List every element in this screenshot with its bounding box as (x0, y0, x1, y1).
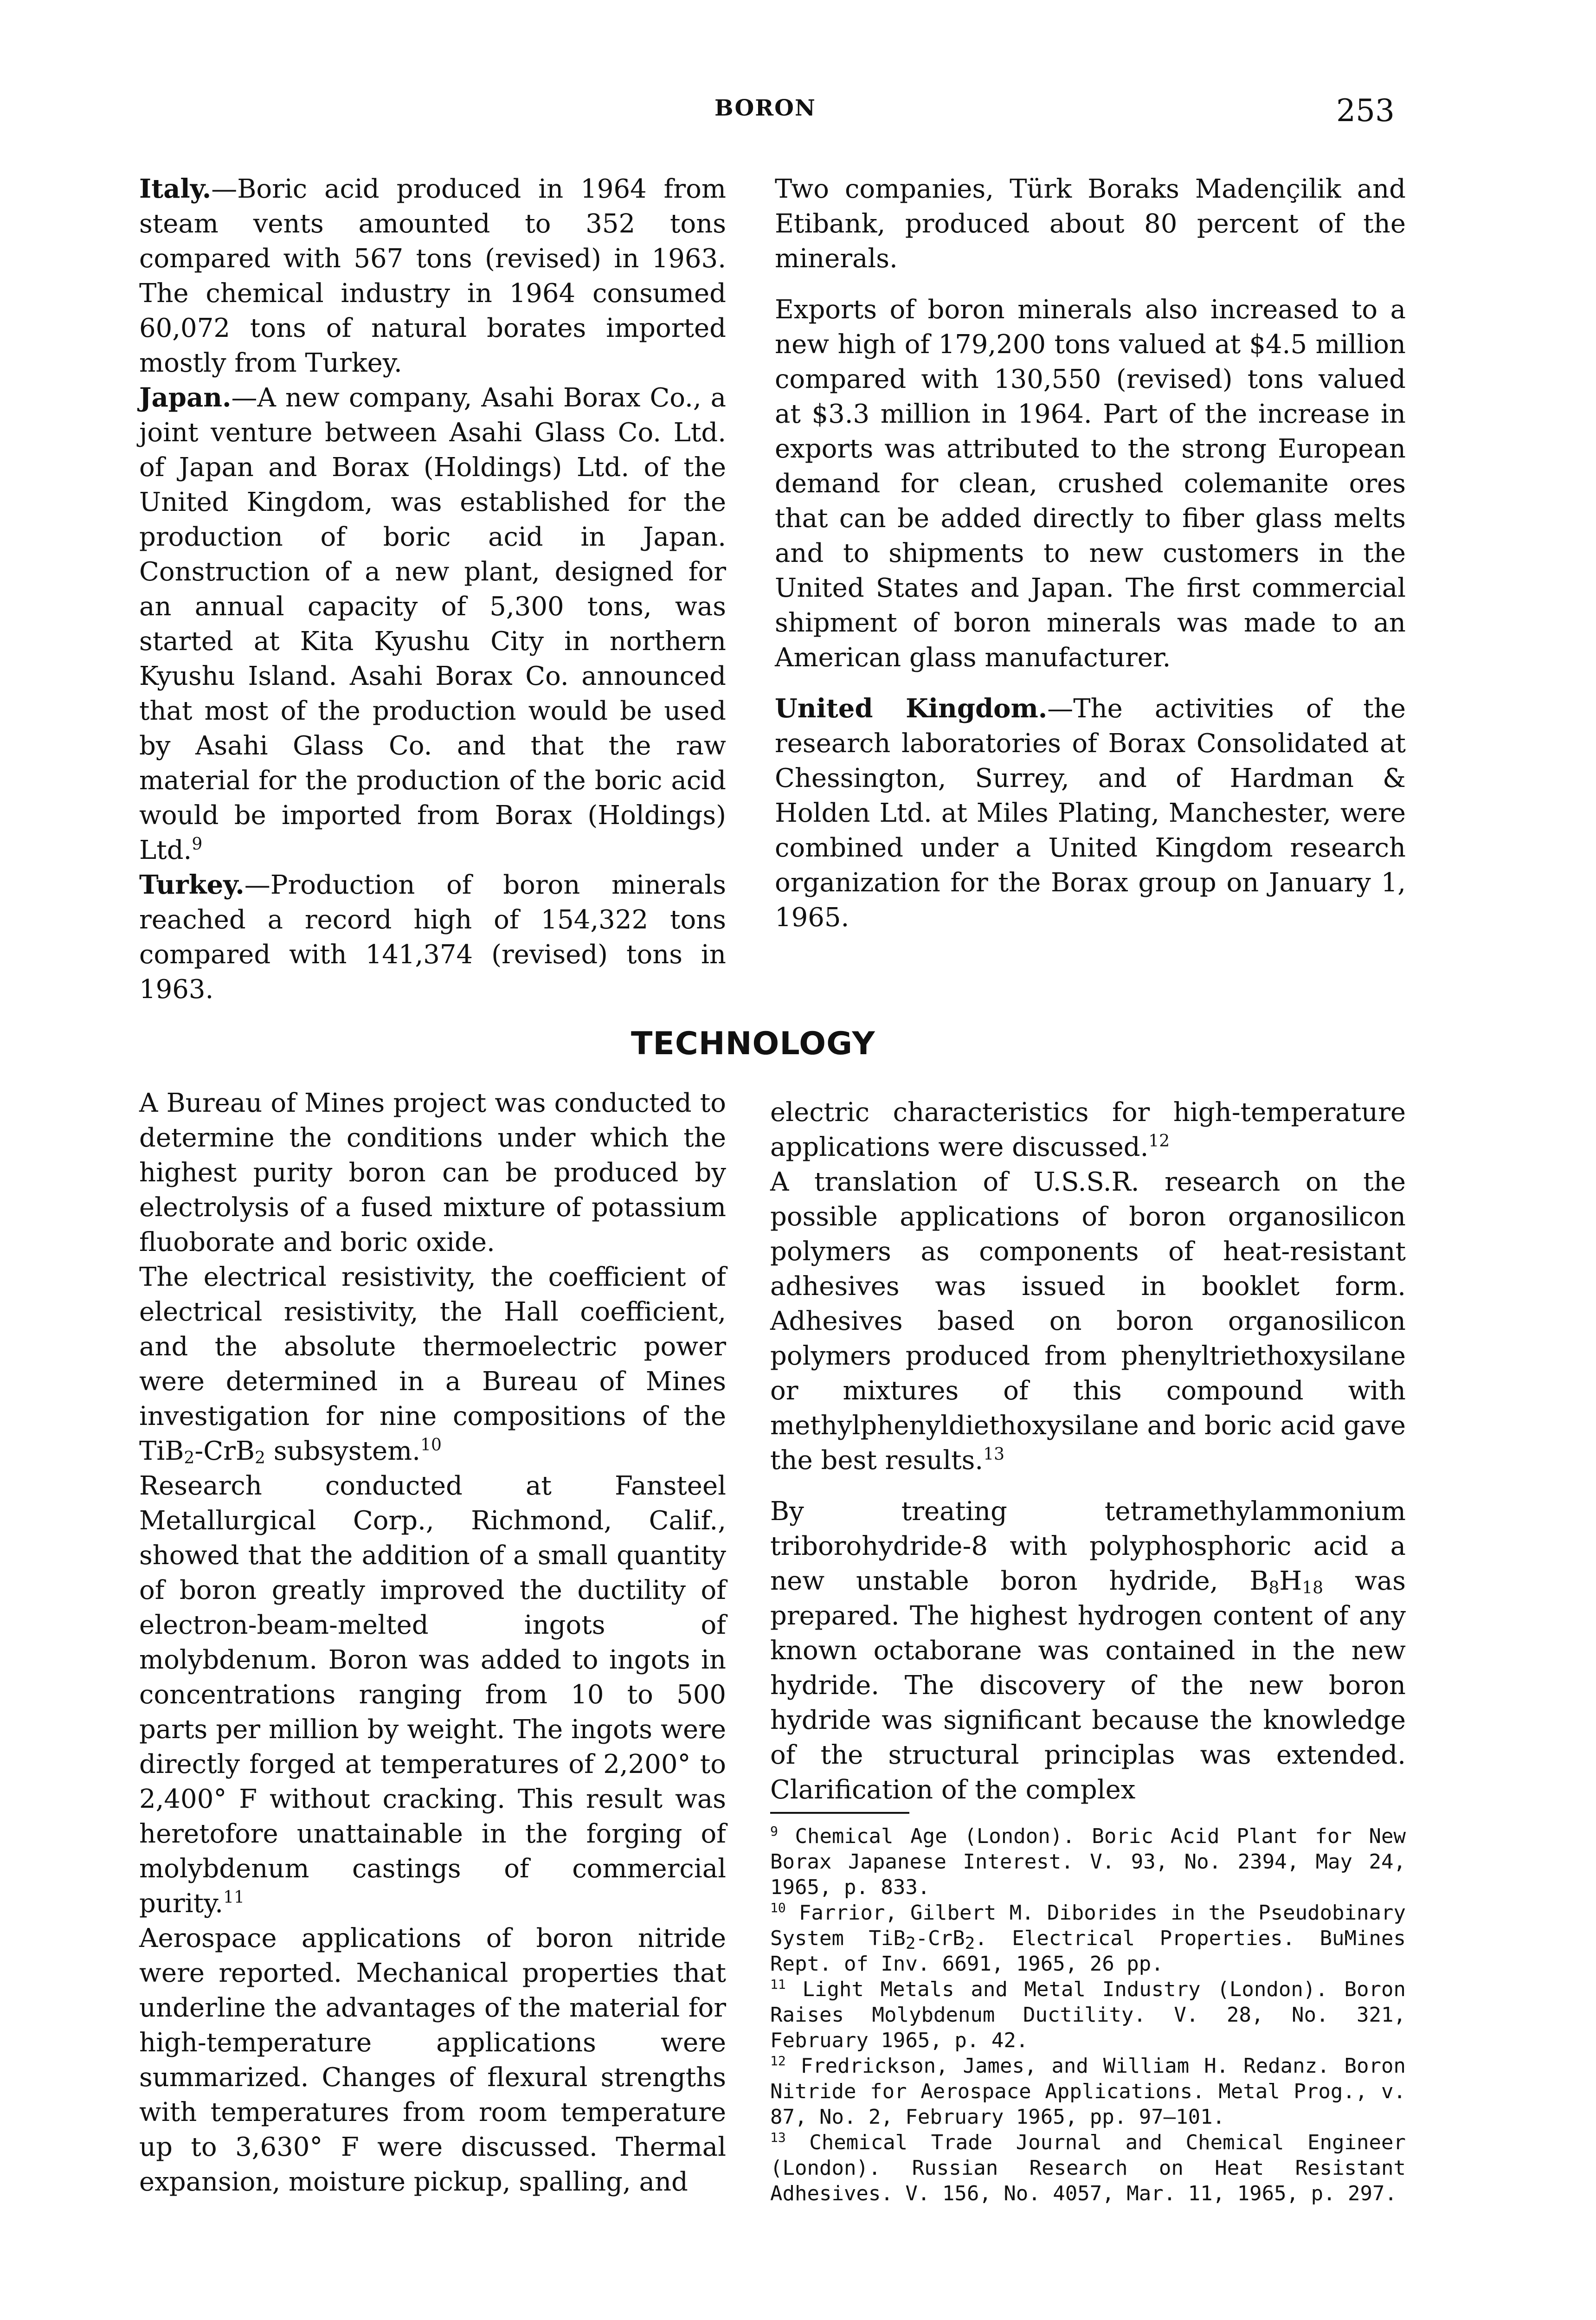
footnote-text: Chemical Age (London). Boric Acid Plant for New Borax Japanese Interest. V. 93, No. 2394, May 24, 1965, p. 833. (770, 1824, 1406, 1899)
paragraph-united-kingdom (775, 691, 1406, 935)
footnote-text: -CrB (915, 1927, 965, 1950)
paragraph-electric-characteristics (770, 1095, 1406, 1165)
country-label-japan: Japan. (139, 382, 232, 413)
paragraph-italy (139, 172, 726, 380)
paragraph-turkey-companies: Two companies, Türk Boraks Madençilik and Etibank, produced about 80 percent of the minerals. (775, 174, 1406, 274)
running-title: BORON (714, 95, 816, 121)
country-label-turkey: Turkey. (139, 870, 245, 900)
footnote-number: 13 (770, 2130, 786, 2145)
footnote-13 (770, 2130, 1406, 2206)
section-heading-technology: TECHNOLOGY (631, 1025, 875, 1062)
footnote-text: Light Metals and Metal Industry (London). Boron Raises Molybdenum Ductility. V. 28, No. 321, February 1965, p. 42. (770, 1978, 1406, 2052)
footnote-ref-13: 13 (983, 1445, 1005, 1464)
column-bottom-right (770, 1095, 1406, 1807)
column-bottom-left (139, 1086, 726, 2199)
subscript: 2 (184, 1449, 195, 1468)
subscript: 2 (965, 1934, 975, 1953)
paragraph-ussr-translation (770, 1165, 1406, 1478)
hydride-text-c: was prepared. The highest hydrogen content of any known octaborane was contained in the new hydride. The discovery of the new boron hydride was significant because the knowledge of the structural principlas was extended. Clarification of the complex (770, 1566, 1406, 1805)
paragraph-aerospace: Aerospace applications of boron nitride were reported. Mechanical properties that underline the advantages of the material for high-temperature applications were summarized. Changes of flexural strengths with temperatures from room temperature up to 3,630° F were discussed. Thermal expansion, moisture pickup, spalling, and (139, 1923, 726, 2197)
country-label-italy: Italy. (139, 174, 212, 204)
footnote-ref-11: 11 (223, 1888, 245, 1907)
footnote-number: 10 (770, 1900, 786, 1915)
subscript: 18 (1302, 1579, 1324, 1598)
united-kingdom-text: —The activities of the research laboratories of Borax Consolidated at Chessington, Surrey, and of Hardman & Holden Ltd. at Miles Plating, Manchester, were combined under a United Kingdom research organization for the Borax group on January 1, 1965. (775, 694, 1406, 933)
footnote-text: Farrior, Gilbert M. Diborides in the Pseudobinary System TiB (770, 1901, 1406, 1950)
footnote-11 (770, 1977, 1406, 2053)
page-number: 253 (1336, 93, 1395, 129)
footnote-number: 11 (770, 1977, 786, 1992)
paragraph-boron-hydride (770, 1494, 1406, 1807)
subscript: 8 (1268, 1579, 1280, 1598)
subscript: 2 (905, 1934, 916, 1953)
hydride-text-b: H (1279, 1566, 1302, 1596)
footnote-9 (770, 1824, 1406, 1900)
electric-text: electric characteristics for high-temperature applications were discussed. (770, 1097, 1406, 1162)
turkey-text: —Production of boron minerals reached a record high of 154,322 tons compared with 141,374 (revised) tons in 1963. (139, 870, 726, 1005)
footnote-ref-10: 10 (420, 1436, 442, 1455)
footnote-number: 12 (770, 2053, 786, 2069)
footnote-text: Chemical Trade Journal and Chemical Engineer (London). Russian Research on Heat Resistant Adhesives. V. 156, No. 4057, Mar. 11, 1965, p. 297. (770, 2131, 1406, 2205)
footnote-text: Fredrickson, James, and William H. Redanz. Boron Nitride for Aerospace Applications. Metal Prog., v. 87, No. 2, February 1965, pp. 97–101. (770, 2054, 1406, 2129)
resistivity-text-c: subsystem. (265, 1436, 421, 1466)
footnote-divider (770, 1812, 909, 1814)
column-top-right (775, 172, 1406, 935)
column-top-left (139, 172, 726, 1007)
paragraph-fansteel (139, 1469, 726, 1921)
italy-text: —Boric acid produced in 1964 from steam vents amounted to 352 tons compared with 567 tons (revised) in 1963. The chemical industry in 1964 consumed 60,072 tons of natural borates imported mostly from Turkey. (139, 174, 726, 378)
footnote-ref-12: 12 (1148, 1132, 1170, 1151)
paragraph-turkey (139, 868, 726, 1007)
footnote-number: 9 (770, 1824, 778, 1839)
footnotes (770, 1824, 1406, 2206)
paragraph-exports: Exports of boron minerals also increased to a new high of 179,200 tons valued at $4.5 million compared with 130,550 (revised) tons valued at $3.3 million in 1964. Part of the increase in exports was attributed to the strong European demand for clean, crushed colemanite ores that can be added directly to fiber glass melts and to shipments to new customers in the United States and Japan. The first commercial shipment of boron minerals was made to an American glass manufacturer. (775, 295, 1406, 673)
paragraph-resistivity (139, 1260, 726, 1469)
fansteel-text: Research conducted at Fansteel Metallurgical Corp., Richmond, Calif., showed that the addition of a small quantity of boron greatly improved the ductility of electron-beam-melted ingots of molybdenum. Boron was added to ingots in concentrations ranging from 10 to 500 parts per million by weight. The ingots were directly forged at temperatures of 2,200° to 2,400° F without cracking. This result was heretofore unattainable in the forging of molybdenum castings of commercial purity. (139, 1471, 726, 1919)
resistivity-text-b: -CrB (194, 1436, 255, 1466)
footnote-12 (770, 2053, 1406, 2130)
hydride-text-a: By treating tetramethylammonium triborohydride-8 with polyphosphoric acid a new unstable boron hydride, B (770, 1496, 1406, 1596)
country-label-united-kingdom: United Kingdom. (775, 693, 1048, 724)
footnote-ref-9: 9 (192, 835, 203, 854)
japan-text: —A new company, Asahi Borax Co., a joint venture between Asahi Glass Co. Ltd. of Japan and Borax (Holdings) Ltd. of the United Kingdom, was established for the production of boric acid in Japan. Construction of a new plant, designed for an annual capacity of 5,300 tons, was started at Kita Kyushu City in northern Kyushu Island. Asahi Borax Co. announced that most of the production would be used by Asahi Glass Co. and that the raw material for the production of the boric acid would be imported from Borax (Holdings) Ltd. (139, 383, 726, 865)
resistivity-text-a: The electrical resistivity, the coefficient of electrical resistivity, the Hall coefficient, and the absolute thermoelectric power were determined in a Bureau of Mines investigation for nine compositions of the TiB (139, 1262, 726, 1466)
footnote-10 (770, 1900, 1406, 1977)
ussr-text: A translation of U.S.S.R. research on the possible applications of boron organosilicon polymers as components of heat-resistant adhesives was issued in booklet form. Adhesives based on boron organosilicon polymers produced from phenyltriethoxysilane or mixtures of this compound with methylphenyldiethoxysilane and boric acid gave the best results. (770, 1167, 1406, 1476)
paragraph-electrolysis: A Bureau of Mines project was conducted to determine the conditions under which the highest purity boron can be produced by electrolysis of a fused mixture of potassium fluoborate and boric oxide. (139, 1088, 726, 1257)
footnote-text: . Electrical Properties. BuMines Rept. of Inv. 6691, 1965, 26 pp. (770, 1927, 1406, 1976)
subscript: 2 (255, 1449, 265, 1468)
paragraph-japan (139, 380, 726, 868)
